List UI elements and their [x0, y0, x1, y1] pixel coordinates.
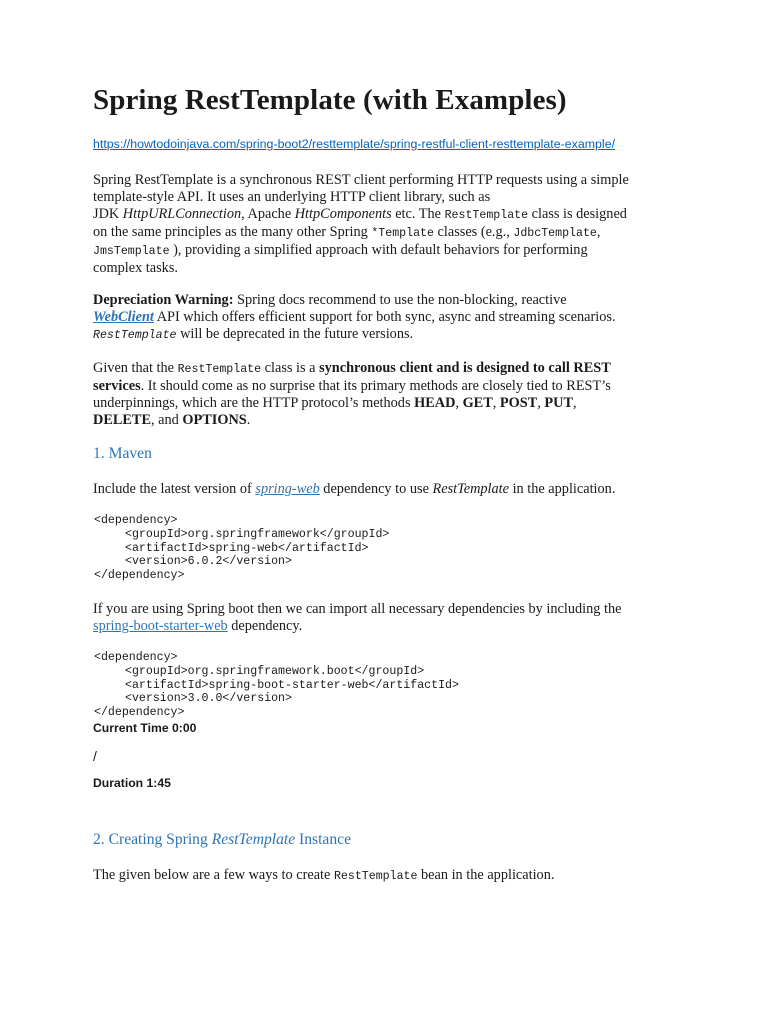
creating-heading: 2. Creating Spring RestTemplate Instance	[93, 831, 351, 848]
text-line: Depreciation Warning: Spring docs recommend to use the non-blocking, reactive	[93, 292, 567, 308]
sync-paragraph	[93, 360, 693, 429]
text-line: on the same principles as the many other Spring *Template classes (e.g., JdbcTemplate,	[93, 224, 601, 240]
text-line: If you are using Spring boot then we can import all necessary dependencies by including the	[93, 601, 622, 617]
text-line: Spring RestTemplate is a synchronous REST client performing HTTP requests using a simple	[93, 172, 629, 188]
deprecation-warning	[93, 292, 693, 344]
creating-body-text: The given below are a few ways to create RestTemplate bean in the application.	[93, 867, 555, 883]
code-line: <dependency>	[94, 651, 178, 664]
text-line: Given that the RestTemplate class is a synchronous client and is designed to call REST	[93, 360, 611, 376]
media-duration: Duration 1:45	[93, 776, 171, 790]
code-line: <artifactId>spring-boot-starter-web</artifactId>	[125, 678, 459, 692]
text-line: template-style API. It uses an underlying HTTP client library, such as	[93, 189, 491, 205]
media-time-separator: /	[93, 748, 97, 764]
page-title: Spring RestTemplate (with Examples)	[93, 84, 567, 116]
code-line: <groupId>org.springframework</groupId>	[125, 527, 390, 541]
text-line: complex tasks.	[93, 260, 178, 276]
webclient-link[interactable]: WebClient	[93, 309, 154, 325]
code-line: </dependency>	[94, 569, 185, 583]
text-line: underpinnings, which are the HTTP protocol’s methods HEAD, GET, POST, PUT,	[93, 395, 577, 411]
spring-boot-starter-web-link[interactable]: spring-boot-starter-web	[93, 618, 228, 634]
code-block-spring-web	[94, 514, 389, 583]
text-line: WebClient API which offers efficient support for both sync, async and streaming scenarios.	[93, 309, 616, 325]
code-line: <version>3.0.0</version>	[125, 692, 292, 706]
code-line: <dependency>	[94, 514, 178, 527]
code-block-spring-boot	[94, 651, 459, 720]
text-line: DELETE, and OPTIONS.	[93, 412, 251, 428]
warning-label: Depreciation Warning:	[93, 292, 234, 308]
code-line: <version>6.0.2</version>	[125, 555, 292, 569]
intro-paragraph	[93, 172, 693, 277]
maven-include-text: Include the latest version of spring-web dependency to use RestTemplate in the application.	[93, 481, 616, 497]
spring-boot-text	[93, 601, 693, 635]
text-line: JmsTemplate ), providing a simplified approach with default behaviors for performing	[93, 242, 588, 258]
code-line: <artifactId>spring-web</artifactId>	[125, 541, 369, 555]
source-url-link[interactable]: https://howtodoinjava.com/spring-boot2/resttemplate/spring-restful-client-resttemplate-example/	[93, 137, 616, 151]
media-current-time: Current Time 0:00	[93, 721, 197, 735]
text-line: spring-boot-starter-web dependency.	[93, 618, 303, 634]
text-line: services. It should come as no surprise that its primary methods are closely tied to REST’s	[93, 378, 611, 394]
code-line: </dependency>	[94, 706, 185, 720]
text-line: JDK HttpURLConnection, Apache HttpComponents etc. The RestTemplate class is designed	[93, 206, 627, 222]
maven-heading: 1. Maven	[93, 445, 152, 462]
spring-web-link[interactable]: spring-web	[255, 481, 320, 497]
text-line: RestTemplate will be deprecated in the future versions.	[93, 326, 414, 342]
code-line: <groupId>org.springframework.boot</groupId>	[125, 664, 425, 678]
